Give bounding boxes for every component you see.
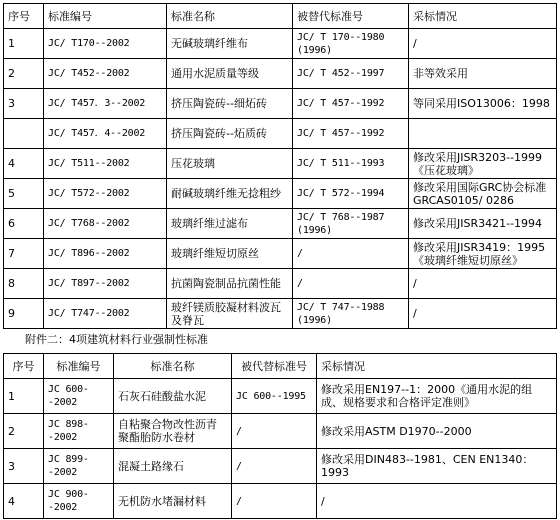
adoption-status: 修改采用国际GRC协会标准GRCAS0105/ 0286 xyxy=(409,179,557,209)
table-row xyxy=(4,379,557,414)
table-row xyxy=(4,119,557,149)
replaced-standard: JC/ T 768--1987 (1996) xyxy=(293,209,409,239)
adoption-status: 非等效采用 xyxy=(409,59,557,89)
replaced-standard: / xyxy=(232,484,317,519)
replaced-standard: JC/ T 572--1994 xyxy=(293,179,409,209)
standard-code: JC/ T452--2002 xyxy=(44,59,167,89)
replaced-standard: / xyxy=(293,239,409,269)
replaced-standard: / xyxy=(232,414,317,449)
standard-name: 无机防水堵漏材料 xyxy=(114,484,232,519)
adoption-status: 修改采用DIN483--1981、CEN EN1340：1993 xyxy=(317,449,557,484)
row-number: 1 xyxy=(4,379,44,414)
standard-name: 挤压陶瓷砖--细炻砖 xyxy=(167,89,293,119)
table-row xyxy=(4,59,557,89)
replaced-standard: JC/ T 511--1993 xyxy=(293,149,409,179)
table-row xyxy=(4,414,557,449)
standard-code: JC/ T897--2002 xyxy=(44,269,167,299)
table-header-row xyxy=(4,354,557,379)
standard-name: 玻璃纤维短切原丝 xyxy=(167,239,293,269)
mandatory-standards-table xyxy=(3,353,557,519)
adoption-status: 修改采用JISR3203--1999 《压花玻璃》 xyxy=(409,149,557,179)
table-row xyxy=(4,269,557,299)
standard-name: 无碱玻璃纤维布 xyxy=(167,29,293,59)
table-row xyxy=(4,179,557,209)
header-cell: 采标情况 xyxy=(317,354,557,379)
row-number: 4 xyxy=(4,149,44,179)
standard-code: JC/ T457．4--2002 xyxy=(44,119,167,149)
standard-code: JC/ T572--2002 xyxy=(44,179,167,209)
adoption-status: 修改采用JISR3421--1994 xyxy=(409,209,557,239)
standard-code: JC/ T511--2002 xyxy=(44,149,167,179)
replaced-standard: JC/ T 747--1988 (1996) xyxy=(293,299,409,329)
adoption-status: 等同采用ISO13006：1998 xyxy=(409,89,557,119)
row-number: 2 xyxy=(4,59,44,89)
row-number: 7 xyxy=(4,239,44,269)
row-number: 3 xyxy=(4,449,44,484)
standard-name: 抗菌陶瓷制品抗菌性能 xyxy=(167,269,293,299)
header-cell: 标准编号 xyxy=(44,354,114,379)
row-number: 3 xyxy=(4,89,44,119)
header-cell: 序号 xyxy=(4,354,44,379)
table-header-row xyxy=(4,4,557,29)
table-row xyxy=(4,209,557,239)
replaced-standard: JC/ T 457--1992 xyxy=(293,89,409,119)
recommended-standards-table xyxy=(3,3,557,329)
replaced-standard: / xyxy=(232,449,317,484)
table-row xyxy=(4,299,557,329)
attachment-caption: 附件二：4项建筑材料行业强制性标准 xyxy=(25,333,208,346)
standard-name: 耐碱玻璃纤维无捻粗纱 xyxy=(167,179,293,209)
standard-name: 压花玻璃 xyxy=(167,149,293,179)
replaced-standard: / xyxy=(293,269,409,299)
row-number: 9 xyxy=(4,299,44,329)
adoption-status: 修改采用ASTM D1970--2000 xyxy=(317,414,557,449)
header-cell: 标准名称 xyxy=(167,4,293,29)
header-cell: 被替代标准号 xyxy=(293,4,409,29)
standard-code: JC/ T457．3--2002 xyxy=(44,89,167,119)
replaced-standard: JC/ T 457--1992 xyxy=(293,119,409,149)
table-row xyxy=(4,449,557,484)
standard-code: JC 899--2002 xyxy=(44,449,114,484)
standard-name: 混凝土路缘石 xyxy=(114,449,232,484)
standard-name: 挤压陶瓷砖--炻质砖 xyxy=(167,119,293,149)
replaced-standard: JC 600--1995 xyxy=(232,379,317,414)
replaced-standard: JC/ T 452--1997 xyxy=(293,59,409,89)
row-number: 5 xyxy=(4,179,44,209)
replaced-standard: JC/ T 170--1980 (1996) xyxy=(293,29,409,59)
header-cell: 序号 xyxy=(4,4,44,29)
row-number: 2 xyxy=(4,414,44,449)
table-row xyxy=(4,239,557,269)
table-row xyxy=(4,89,557,119)
standard-code: JC/ T896--2002 xyxy=(44,239,167,269)
table-row xyxy=(4,484,557,519)
adoption-status: / xyxy=(317,484,557,519)
header-cell: 采标情况 xyxy=(409,4,557,29)
header-cell: 标准编号 xyxy=(44,4,167,29)
standard-code: JC 900--2002 xyxy=(44,484,114,519)
standard-name: 玻纤镁质胶凝材料波瓦及脊瓦 xyxy=(167,299,293,329)
standard-code: JC/ T768--2002 xyxy=(44,209,167,239)
row-number: 1 xyxy=(4,29,44,59)
row-number: 4 xyxy=(4,484,44,519)
standard-code: JC 600--2002 xyxy=(44,379,114,414)
row-number xyxy=(4,119,44,149)
standard-code: JC/ T747--2002 xyxy=(44,299,167,329)
header-cell: 标准名称 xyxy=(114,354,232,379)
header-cell: 被代替标准号 xyxy=(232,354,317,379)
standard-name: 通用水泥质量等级 xyxy=(167,59,293,89)
standard-code: JC/ T170--2002 xyxy=(44,29,167,59)
row-number: 6 xyxy=(4,209,44,239)
adoption-status: 修改采用JISR3419：1995 《玻璃纤维短切原丝》 xyxy=(409,239,557,269)
standard-name: 玻璃纤维过滤布 xyxy=(167,209,293,239)
adoption-status: / xyxy=(409,299,557,329)
adoption-status: 修改采用EN197--1：2000《通用水泥的组成、规格要求和合格评定准则》 xyxy=(317,379,557,414)
adoption-status: / xyxy=(409,29,557,59)
row-number: 8 xyxy=(4,269,44,299)
adoption-status: / xyxy=(409,269,557,299)
standard-name: 自粘聚合物改性沥青聚酯胎防水卷材 xyxy=(114,414,232,449)
standard-code: JC 898--2002 xyxy=(44,414,114,449)
table-row xyxy=(4,29,557,59)
standard-name: 石灰石硅酸盐水泥 xyxy=(114,379,232,414)
table-row xyxy=(4,149,557,179)
adoption-status xyxy=(409,119,557,149)
